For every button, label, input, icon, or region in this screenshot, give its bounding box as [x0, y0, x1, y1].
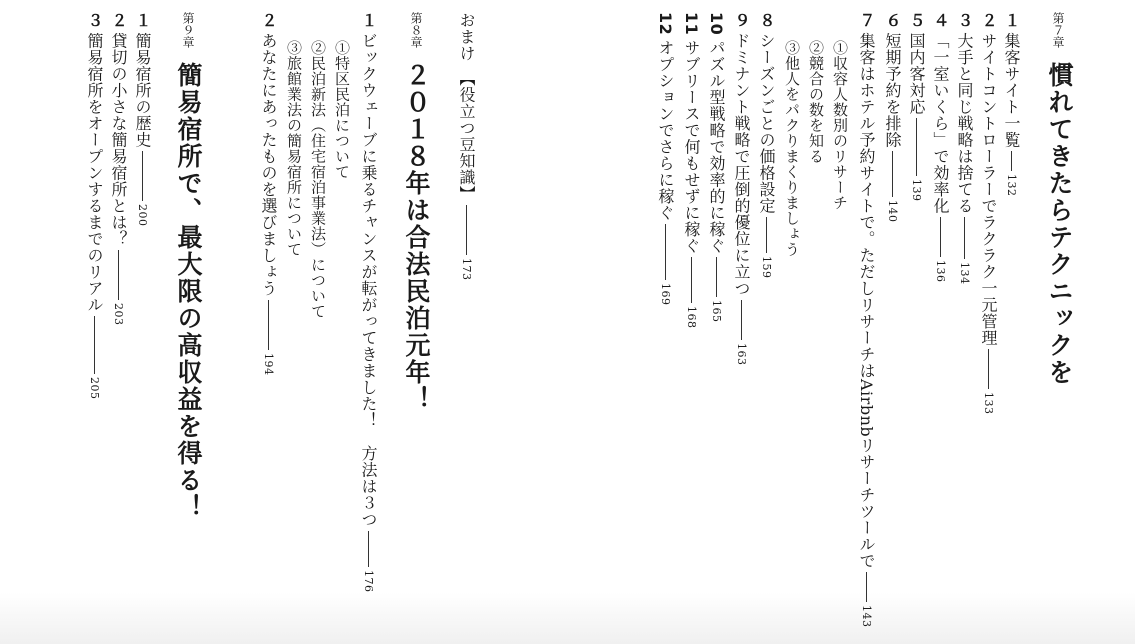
- toc-entry[interactable]: [683, 12, 699, 328]
- leader-line: [892, 151, 893, 197]
- entry-number: ３: [955, 12, 974, 29]
- entry-title: ②競合の数を知る: [807, 40, 825, 164]
- entry-title: ③他人をパクりまくりましょう: [783, 40, 801, 257]
- entry-title: パズル型戦略で効率的に稼ぐ: [707, 39, 726, 254]
- entry-number: ２: [979, 12, 998, 29]
- toc-entry[interactable]: [110, 12, 126, 326]
- entry-title: サブリースで何もせずに稼ぐ: [682, 39, 701, 254]
- entry-title: ③旅館業法の簡易宿所について: [285, 40, 303, 257]
- toc-subentry[interactable]: [832, 40, 847, 211]
- entry-title: ①特区民泊について: [333, 40, 351, 180]
- entry-number: ２: [109, 12, 128, 29]
- entry-number: １: [359, 12, 378, 29]
- toc-subentry[interactable]: [286, 40, 301, 257]
- entry-number: １: [1002, 12, 1021, 29]
- entry-page: 132: [1005, 174, 1018, 197]
- leader-line: [1011, 151, 1012, 171]
- toc-entry[interactable]: [956, 12, 972, 285]
- entry-page: 165: [710, 299, 723, 323]
- entry-title: 「一室いくら」で効率化: [931, 32, 950, 214]
- chapter-8-label: 第８章: [409, 12, 423, 48]
- entry-page: 173: [460, 258, 473, 281]
- entry-title: 貸切の小さな簡易宿所とは？: [109, 32, 128, 247]
- toc-entry[interactable]: [758, 12, 774, 279]
- toc-entry-omake[interactable]: [458, 12, 474, 281]
- leader-line: [268, 300, 269, 350]
- entry-title: 短期予約を排除: [883, 32, 902, 148]
- entry-page: 168: [685, 305, 698, 329]
- leader-line: [665, 224, 666, 280]
- entry-page: 133: [982, 392, 995, 415]
- entry-page: 139: [910, 179, 923, 202]
- chapter-7-title: 慣れてきたらテクニックを: [1045, 62, 1074, 386]
- entry-number: １: [133, 12, 152, 29]
- entry-title: 簡易宿所をオープンするまでのリアル: [85, 32, 104, 313]
- chapter-7-label: 第７章: [1051, 12, 1065, 48]
- entry-page: 205: [88, 377, 101, 400]
- toc-subentry[interactable]: [808, 40, 823, 164]
- toc-subentry[interactable]: [310, 40, 325, 319]
- toc-subentry[interactable]: [784, 40, 799, 257]
- leader-line: [142, 151, 143, 201]
- toc-entry[interactable]: [932, 12, 948, 283]
- entry-title: ビックウェーブに乗るチャンスが転がってきました！ 方法は３つ: [359, 32, 378, 528]
- entry-page: 176: [362, 569, 375, 592]
- entry-number: 12: [656, 12, 675, 36]
- leader-line: [988, 349, 989, 389]
- leader-line: [741, 300, 742, 340]
- entry-number: ２: [259, 12, 278, 29]
- entry-page: 200: [136, 204, 149, 227]
- entry-page: 140: [886, 200, 899, 223]
- leader-line: [766, 217, 767, 253]
- toc-entry[interactable]: [360, 12, 376, 592]
- leader-line: [964, 217, 965, 259]
- toc-entry[interactable]: [86, 12, 102, 400]
- entry-number: ４: [931, 12, 950, 29]
- toc-entry[interactable]: [733, 12, 749, 365]
- entry-number: ３: [85, 12, 104, 29]
- entry-title: 集客サイト一覧: [1002, 32, 1021, 148]
- leader-line: [716, 257, 717, 297]
- toc-entry[interactable]: [884, 12, 900, 223]
- toc-entry[interactable]: [260, 12, 276, 375]
- entry-title: ①収容人数別のリサーチ: [831, 40, 849, 211]
- leader-line: [466, 205, 467, 255]
- entry-title: ドミナント戦略で圧倒的優位に立つ: [732, 32, 751, 297]
- entry-page: 159: [760, 256, 773, 279]
- entry-number: ８: [757, 12, 776, 29]
- toc-entry[interactable]: [908, 12, 924, 202]
- entry-title: ②民泊新法（住宅宿泊事業法）について: [309, 40, 327, 319]
- chapter-9-label: 第９章: [181, 12, 195, 48]
- leader-line: [866, 572, 867, 602]
- leader-line: [916, 118, 917, 176]
- chapter-9-title: 簡易宿所で、最大限の高収益を得る！: [174, 62, 203, 521]
- entry-number: ５: [907, 12, 926, 29]
- entry-number: ７: [857, 12, 876, 29]
- entry-title: オプションでさらに稼ぐ: [656, 39, 675, 221]
- entry-page: 194: [262, 352, 275, 375]
- toc-entry[interactable]: [134, 12, 150, 227]
- entry-title: サイトコントローラーでラクラク一元管理: [979, 32, 998, 346]
- entry-title: おまけ 【役立つ豆知識】: [457, 12, 476, 202]
- toc-entry[interactable]: [708, 12, 724, 322]
- entry-page: 163: [735, 342, 748, 365]
- entry-title: 国内客対応: [907, 32, 926, 115]
- leader-line: [118, 250, 119, 300]
- leader-line: [94, 316, 95, 374]
- entry-page: 134: [958, 262, 971, 285]
- toc-entry[interactable]: [980, 12, 996, 415]
- toc-entry[interactable]: [1003, 12, 1019, 197]
- entry-number: 10: [707, 12, 726, 36]
- entry-number: ６: [883, 12, 902, 29]
- entry-page: 143: [860, 605, 873, 628]
- entry-title: 簡易宿所の歴史: [133, 32, 152, 148]
- chapter-8-title: ２０１８年は合法民泊元年！: [402, 62, 431, 413]
- toc-entry[interactable]: [657, 12, 673, 305]
- toc-entry[interactable]: [858, 12, 874, 628]
- entry-page: 136: [934, 260, 947, 283]
- leader-line: [368, 531, 369, 567]
- entry-number: 11: [682, 12, 701, 36]
- entry-page: 203: [112, 303, 125, 326]
- entry-title: あなたにあったものを選びましょう: [259, 32, 278, 297]
- entry-number: ９: [732, 12, 751, 29]
- entry-title: 集客はホテル予約サイトで。ただしリサーチはAirbnbリサーチツールで: [857, 32, 876, 570]
- leader-line: [940, 217, 941, 257]
- toc-subentry[interactable]: [334, 40, 349, 180]
- leader-line: [691, 257, 692, 303]
- entry-title: シーズンごとの価格設定: [757, 32, 776, 214]
- entry-page: 169: [659, 282, 672, 306]
- entry-title: 大手と同じ戦略は捨てる: [955, 32, 974, 214]
